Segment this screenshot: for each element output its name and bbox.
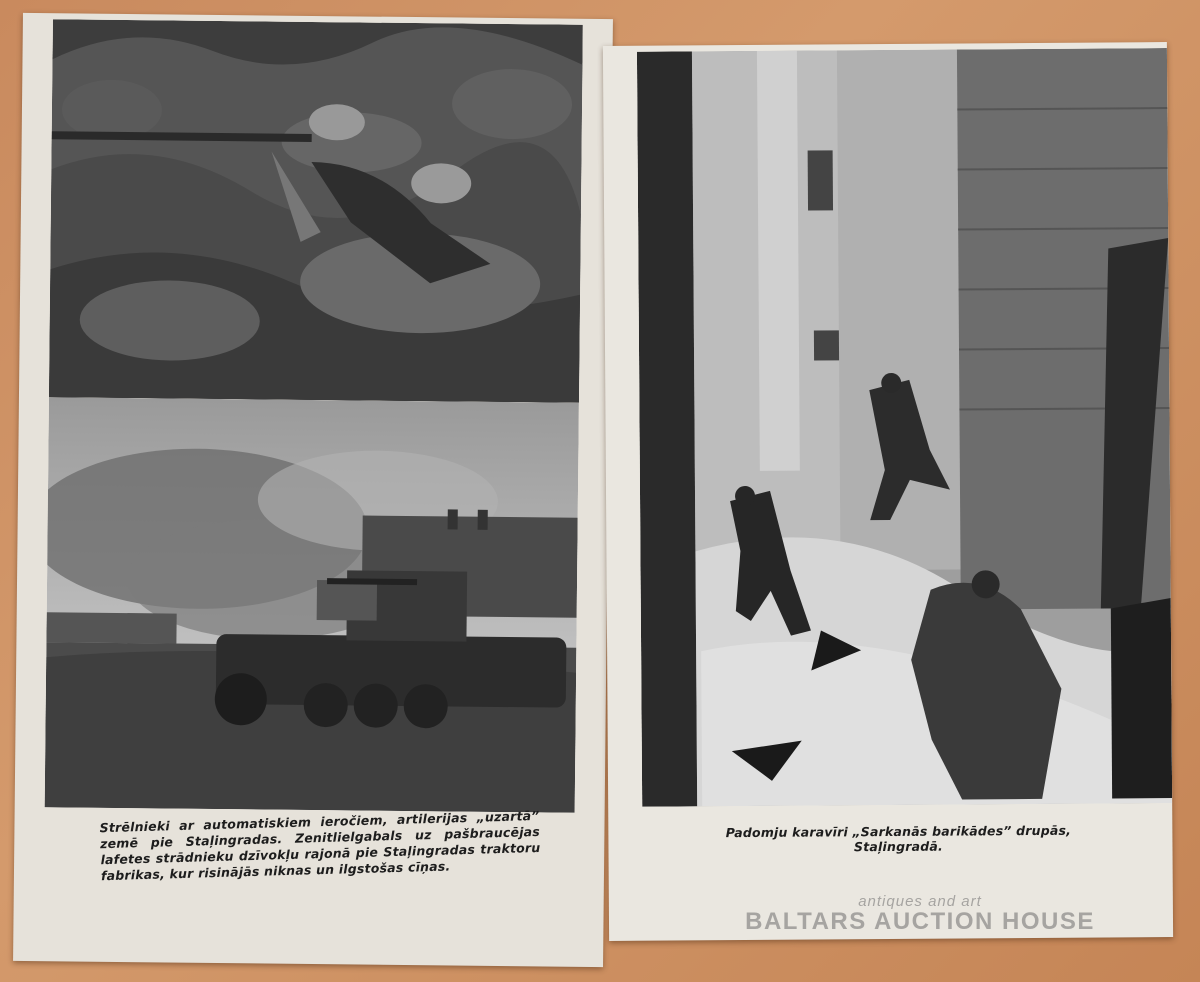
right-photo-caption: Padomju karavīri „Sarkanās barikādes” drupās, Staļingradā.: [725, 822, 1072, 855]
auction-watermark: [720, 893, 1120, 936]
left-book-page: [13, 13, 613, 967]
left-photo-caption: Strēlnieki ar automatiskiem ieročiem, artilerijas „uzartā” zemē pie Staļingradas. Zenitlielgabals uz pašbraucējas lafetes strādnieku dzīvokļu rajonā pie Staļingradas traktoru fabrikas, kur risinājās niknas un ilgstošas cīņas.: [99, 807, 541, 884]
watermark-tagline: antiques and art: [858, 893, 982, 910]
photo-anti-aircraft-halftrack: [45, 397, 579, 813]
watermark-brand: BALTARS AUCTION HOUSE: [745, 908, 1095, 935]
photo-soldiers-machine-gun: [49, 19, 583, 403]
photo-soviet-soldiers-ruins: [637, 48, 1172, 807]
right-book-page: [603, 42, 1173, 941]
